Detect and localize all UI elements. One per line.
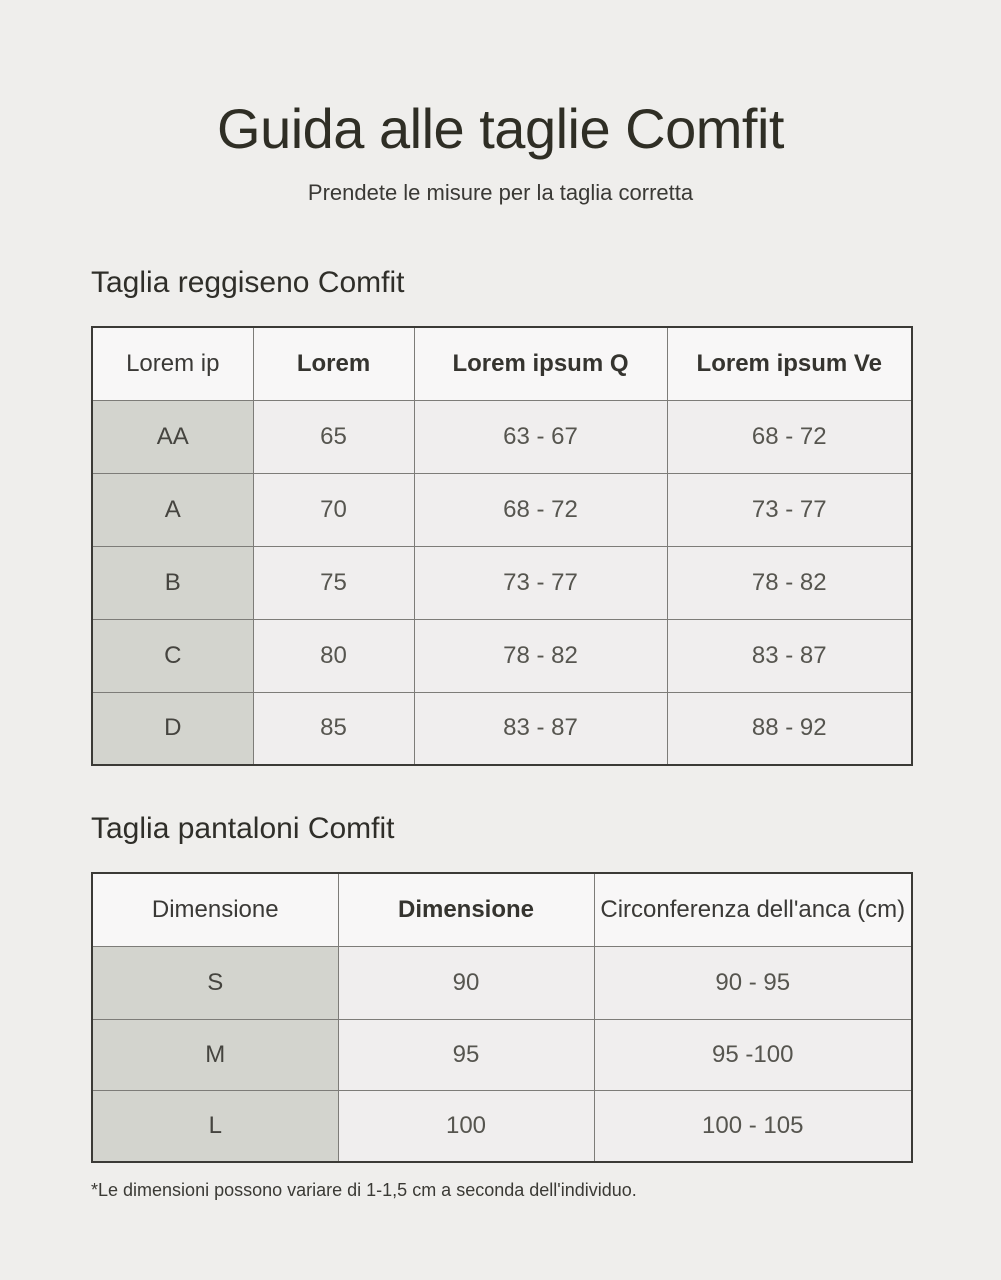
table-cell: 73 - 77: [414, 546, 667, 619]
table-row: [92, 400, 912, 473]
table-cell: 68 - 72: [414, 473, 667, 546]
column-header: Circonferenza dell'anca (cm): [594, 873, 912, 946]
table-cell: 83 - 87: [667, 619, 912, 692]
pants-size-cell: S: [92, 946, 338, 1019]
table-cell: 90 - 95: [594, 946, 912, 1019]
column-header: Lorem ipsum Ve: [667, 327, 912, 400]
table-cell: 88 - 92: [667, 692, 912, 765]
table-header-row: [92, 873, 912, 946]
table-cell: 95: [338, 1019, 594, 1090]
bra-section-title: Taglia reggiseno Comfit: [91, 266, 405, 299]
pants-size-cell: L: [92, 1090, 338, 1162]
table-cell: 100 - 105: [594, 1090, 912, 1162]
column-header: Lorem: [253, 327, 414, 400]
pants-size-table: [91, 872, 913, 1163]
table-row: [92, 946, 912, 1019]
table-cell: 80: [253, 619, 414, 692]
cup-size-cell: A: [92, 473, 253, 546]
cup-size-cell: B: [92, 546, 253, 619]
bra-size-table: [91, 326, 913, 766]
table-row: [92, 692, 912, 765]
table-cell: 95 -100: [594, 1019, 912, 1090]
table-cell: 85: [253, 692, 414, 765]
table-cell: 70: [253, 473, 414, 546]
table-cell: 73 - 77: [667, 473, 912, 546]
column-header: Lorem ip: [92, 327, 253, 400]
table-row: [92, 546, 912, 619]
table-header-row: [92, 327, 912, 400]
table-cell: 68 - 72: [667, 400, 912, 473]
footnote: *Le dimensioni possono variare di 1-1,5 cm a seconda dell'individuo.: [91, 1180, 637, 1200]
page-subtitle: Prendete le misure per la taglia corretta: [307, 180, 694, 205]
column-header: Dimensione: [92, 873, 338, 946]
table-cell: 78 - 82: [667, 546, 912, 619]
table-row: [92, 1019, 912, 1090]
table-cell: 63 - 67: [414, 400, 667, 473]
table-cell: 78 - 82: [414, 619, 667, 692]
column-header: Dimensione: [338, 873, 594, 946]
table-row: [92, 619, 912, 692]
table-row: [92, 473, 912, 546]
table-cell: 65: [253, 400, 414, 473]
page-title: Guida alle taglie Comfit: [217, 97, 784, 160]
table-cell: 75: [253, 546, 414, 619]
table-cell: 100: [338, 1090, 594, 1162]
table-cell: 83 - 87: [414, 692, 667, 765]
table-row: [92, 1090, 912, 1162]
cup-size-cell: AA: [92, 400, 253, 473]
pants-section-title: Taglia pantaloni Comfit: [91, 812, 395, 845]
pants-size-cell: M: [92, 1019, 338, 1090]
cup-size-cell: C: [92, 619, 253, 692]
cup-size-cell: D: [92, 692, 253, 765]
column-header: Lorem ipsum Q: [414, 327, 667, 400]
table-cell: 90: [338, 946, 594, 1019]
